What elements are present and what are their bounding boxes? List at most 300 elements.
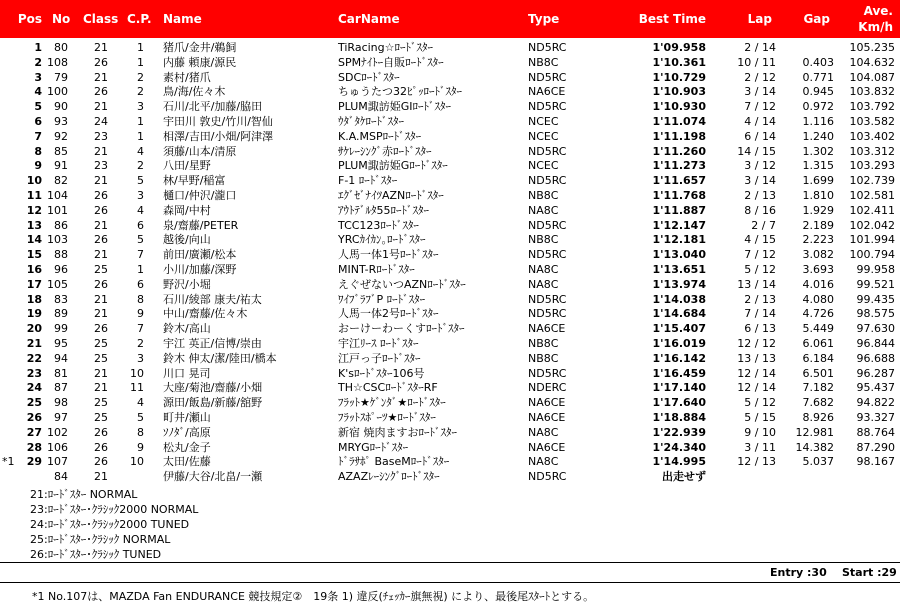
cell-gap: 0.771 <box>802 70 834 84</box>
cell-no: 79 <box>54 70 68 84</box>
cell-pos: 6 <box>34 115 42 128</box>
cell-name: 宇田川 敦史/竹川/智仙 <box>163 115 273 128</box>
cell-ave: 103.402 <box>849 129 895 143</box>
cell-gap: 0.403 <box>802 55 834 69</box>
cell-cls: 21 <box>94 100 108 114</box>
cell-cp: 7 <box>137 248 144 262</box>
cell-lap: 12 / 14 <box>737 381 776 395</box>
cell-best: 1'16.019 <box>652 337 706 350</box>
cell-cls: 21 <box>94 174 108 188</box>
cell-no: 81 <box>54 366 68 380</box>
cell-ave: 102.042 <box>849 218 895 232</box>
cell-ave: 104.632 <box>849 55 895 69</box>
cell-best: 1'13.040 <box>652 248 706 262</box>
cell-best: 1'17.640 <box>652 396 706 410</box>
cell-lap: 9 / 10 <box>744 425 776 439</box>
table-row <box>0 55 900 70</box>
cell-pos: 22 <box>26 351 42 365</box>
cell-type: ND5RC <box>528 144 567 158</box>
class-legend-item: 23:ﾛｰﾄﾞｽﾀｰ･ｸﾗｼｯｸ2000 NORMAL <box>30 503 199 516</box>
cell-best: 1'12.181 <box>652 233 706 247</box>
cell-gap: 3.693 <box>802 263 834 276</box>
cell-name: 川口 晃司 <box>163 366 211 380</box>
cell-lap: 2 / 13 <box>744 189 776 202</box>
cell-ave: 105.235 <box>849 41 895 54</box>
header-kmh: Km/h <box>858 20 893 34</box>
cell-best: 1'11.657 <box>652 174 706 188</box>
cell-name: 野沢/小堀 <box>163 277 211 291</box>
cell-gap: 0.945 <box>802 85 834 99</box>
table-row <box>0 306 900 321</box>
cell-cls: 26 <box>94 440 108 454</box>
cell-gap: 6.184 <box>802 351 834 365</box>
cell-lap: 4 / 14 <box>744 115 776 128</box>
header-type: Type <box>528 12 560 26</box>
cell-pos: 1 <box>34 41 42 54</box>
cell-no: 108 <box>47 55 68 69</box>
cell-cp: 2 <box>137 70 144 84</box>
cell-name: 石川/北平/加藤/脇田 <box>163 100 263 114</box>
cell-name: ｿﾉﾀﾞ/高原 <box>163 425 211 439</box>
cell-gap: 5.037 <box>802 455 834 469</box>
cell-pos: 5 <box>34 100 42 114</box>
entry-count: Entry :30 <box>770 566 827 579</box>
cell-best: 1'13.651 <box>652 263 706 276</box>
cell-name: 鈴木/高山 <box>163 322 211 336</box>
cell-best: 1'09.958 <box>652 41 706 54</box>
cell-type: ND5RC <box>528 366 567 380</box>
cell-type: NA6CE <box>528 322 566 336</box>
cell-mark: *1 <box>2 455 15 469</box>
cell-pos: 26 <box>26 411 42 424</box>
cell-best: 1'11.260 <box>652 144 706 158</box>
cell-car: PLUM諏訪姫Gﾛｰﾄﾞｽﾀｰ <box>338 159 448 173</box>
cell-name: 太田/佐藤 <box>163 455 211 469</box>
table-row <box>0 469 900 484</box>
cell-cp: 4 <box>137 396 144 410</box>
cell-lap: 3 / 14 <box>744 85 776 99</box>
cell-car: YRCｶｲｶﾝ｡ﾛｰﾄﾞｽﾀｰ <box>338 233 426 247</box>
header-cp: C.P. <box>127 12 152 26</box>
cell-car: ｴｸﾞｾﾞﾅｲﾂAZNﾛｰﾄﾞｽﾀｰ <box>338 189 444 202</box>
cell-car: ﾜｲﾌﾞﾗﾌﾞP ﾛｰﾄﾞｽﾀｰ <box>338 292 426 306</box>
cell-name: 中山/齋藤/佐々木 <box>163 307 248 321</box>
cell-cp: 11 <box>130 381 144 395</box>
cell-gap: 4.726 <box>802 307 834 321</box>
class-legend-item: 25:ﾛｰﾄﾞｽﾀｰ･ｸﾗｼｯｸ NORMAL <box>30 533 171 546</box>
cell-car: ｱｳﾄﾃﾞﾙﾀ55ﾛｰﾄﾞｽﾀｰ <box>338 203 429 217</box>
table-row <box>0 366 900 381</box>
cell-car: SPMﾅｲﾄｰ自販ﾛｰﾄﾞｽﾀｰ <box>338 55 444 69</box>
cell-ave: 93.327 <box>856 411 895 424</box>
cell-best: 1'14.684 <box>652 307 706 321</box>
class-legend-item: 21:ﾛｰﾄﾞｽﾀｰ NORMAL <box>30 488 138 501</box>
cell-no: 84 <box>54 470 68 484</box>
table-row <box>0 336 900 351</box>
cell-type: ND5RC <box>528 174 567 188</box>
cell-cls: 26 <box>94 203 108 217</box>
cell-cp: 1 <box>137 41 144 54</box>
cell-type: NB8C <box>528 233 559 247</box>
cell-no: 106 <box>47 440 68 454</box>
cell-lap: 12 / 13 <box>737 455 776 469</box>
cell-cp: 2 <box>137 85 144 99</box>
cell-lap: 2 / 7 <box>751 218 776 232</box>
cell-no: 104 <box>47 189 68 202</box>
table-row <box>0 410 900 425</box>
cell-lap: 6 / 14 <box>744 129 776 143</box>
cell-gap: 8.926 <box>802 411 834 424</box>
cell-lap: 2 / 14 <box>744 41 776 54</box>
cell-cls: 21 <box>94 381 108 395</box>
cell-name: 前田/廣瀬/松本 <box>163 248 237 262</box>
cell-gap: 5.449 <box>802 322 834 336</box>
cell-ave: 101.994 <box>849 233 895 247</box>
cell-cls: 24 <box>94 115 108 128</box>
cell-lap: 4 / 15 <box>744 233 776 247</box>
cell-lap: 12 / 12 <box>737 337 776 350</box>
cell-pos: 11 <box>26 189 42 202</box>
cell-type: NA6CE <box>528 440 566 454</box>
cell-lap: 7 / 12 <box>744 248 776 262</box>
cell-ave: 87.290 <box>856 440 895 454</box>
cell-type: NCEC <box>528 129 559 143</box>
cell-pos: 19 <box>26 307 42 321</box>
cell-cls: 23 <box>94 129 108 143</box>
cell-cls: 25 <box>94 411 108 424</box>
cell-lap: 3 / 11 <box>744 440 776 454</box>
cell-car: PLUM諏訪姫GIﾛｰﾄﾞｽﾀｰ <box>338 100 452 114</box>
cell-lap: 3 / 12 <box>744 159 776 173</box>
cell-lap: 3 / 14 <box>744 174 776 188</box>
cell-cls: 26 <box>94 455 108 469</box>
cell-cls: 25 <box>94 263 108 276</box>
table-row <box>0 395 900 410</box>
table-row <box>0 277 900 292</box>
cell-best: 1'11.768 <box>652 189 706 202</box>
class-legend <box>30 487 198 562</box>
cell-cp: 2 <box>137 337 144 350</box>
table-row <box>0 99 900 114</box>
cell-name: 樋口/仲沢/瀧口 <box>163 189 237 202</box>
cell-no: 105 <box>47 277 68 291</box>
cell-gap: 4.016 <box>802 277 834 291</box>
cell-cp: 6 <box>137 277 144 291</box>
table-row <box>0 84 900 99</box>
cell-name: 小川/加藤/深野 <box>163 263 237 276</box>
cell-best: 1'17.140 <box>652 381 706 395</box>
cell-gap: 4.080 <box>802 292 834 306</box>
cell-no: 86 <box>54 218 68 232</box>
cell-lap: 10 / 11 <box>737 55 776 69</box>
cell-cls: 21 <box>94 144 108 158</box>
cell-pos: 4 <box>34 85 42 99</box>
cell-ave: 103.312 <box>849 144 895 158</box>
cell-gap: 1.240 <box>802 129 834 143</box>
cell-type: ND5RC <box>528 218 567 232</box>
cell-type: ND5RC <box>528 248 567 262</box>
cell-type: NCEC <box>528 115 559 128</box>
cell-cls: 21 <box>94 70 108 84</box>
cell-gap: 1.699 <box>802 174 834 188</box>
cell-cls: 21 <box>94 366 108 380</box>
table-row <box>0 40 900 55</box>
cell-cp: 5 <box>137 174 144 188</box>
cell-car: TH☆CSCﾛｰﾄﾞｽﾀｰRF <box>338 381 438 395</box>
cell-no: 89 <box>54 307 68 321</box>
cell-no: 107 <box>47 455 68 469</box>
cell-name: 伊藤/大谷/北畠/一瀬 <box>163 470 263 484</box>
cell-gap: 0.972 <box>802 100 834 114</box>
cell-gap: 1.302 <box>802 144 834 158</box>
class-legend-item: 26:ﾛｰﾄﾞｽﾀｰ･ｸﾗｼｯｸ TUNED <box>30 548 162 561</box>
header-name: Name <box>163 12 202 26</box>
cell-cls: 21 <box>94 248 108 262</box>
cell-cp: 3 <box>137 100 144 114</box>
cell-no: 85 <box>54 144 68 158</box>
cell-cls: 23 <box>94 159 108 173</box>
table-row <box>0 114 900 129</box>
header-best-time: Best Time <box>638 12 706 26</box>
cell-cp: 7 <box>137 322 144 336</box>
table-row <box>0 351 900 366</box>
cell-pos: 24 <box>26 381 42 395</box>
cell-type: NCEC <box>528 159 559 173</box>
cell-pos: 21 <box>26 337 42 350</box>
cell-name: 猪爪/金井/鵜飼 <box>163 41 237 54</box>
cell-no: 88 <box>54 248 68 262</box>
header-lap: Lap <box>747 12 772 26</box>
cell-ave: 103.582 <box>849 115 895 128</box>
cell-lap: 12 / 14 <box>737 366 776 380</box>
cell-lap: 13 / 14 <box>737 277 776 291</box>
cell-type: NA8C <box>528 425 559 439</box>
header-carname: CarName <box>338 12 400 26</box>
cell-no: 94 <box>54 351 68 365</box>
cell-name: 泉/齋藤/PETER <box>163 218 239 232</box>
cell-cp: 4 <box>137 203 144 217</box>
cell-type: NA8C <box>528 277 559 291</box>
cell-car: MINT-Rﾛｰﾄﾞｽﾀｰ <box>338 263 415 276</box>
cell-car: TCC123ﾛｰﾄﾞｽﾀｰ <box>338 218 419 232</box>
cell-cls: 26 <box>94 322 108 336</box>
cell-best: 1'24.340 <box>652 440 706 454</box>
cell-lap: 8 / 16 <box>744 203 776 217</box>
cell-no: 92 <box>54 129 68 143</box>
cell-pos: 12 <box>26 203 42 217</box>
cell-name: 相澤/吉田/小畑/阿津澤 <box>163 129 274 143</box>
cell-no: 101 <box>47 203 68 217</box>
cell-name: 町井/瀬山 <box>163 411 211 424</box>
cell-pos: 17 <box>26 277 42 291</box>
cell-best: 1'16.142 <box>652 351 706 365</box>
table-row <box>0 440 900 455</box>
cell-ave: 102.411 <box>849 203 895 217</box>
cell-name: 内藤 頼康/源民 <box>163 55 237 69</box>
cell-lap: 13 / 13 <box>737 351 776 365</box>
cell-car: ちゅうたつ32ﾋﾟｯﾛｰﾄﾞｽﾀｰ <box>338 85 462 99</box>
cell-cls: 26 <box>94 425 108 439</box>
cell-cls: 26 <box>94 189 108 202</box>
cell-cp: 8 <box>137 425 144 439</box>
cell-pos: 2 <box>34 55 42 69</box>
cell-cls: 26 <box>94 85 108 99</box>
cell-cp: 8 <box>137 292 144 306</box>
cell-type: ND5RC <box>528 100 567 114</box>
cell-ave: 99.435 <box>856 292 895 306</box>
cell-type: NB8C <box>528 351 559 365</box>
cell-name: 素村/猪爪 <box>163 70 211 84</box>
cell-type: ND5RC <box>528 307 567 321</box>
cell-car: MRYGﾛｰﾄﾞｽﾀｰ <box>338 440 409 454</box>
table-row <box>0 173 900 188</box>
table-row <box>0 262 900 277</box>
cell-ave: 104.087 <box>849 70 895 84</box>
header-pos: Pos <box>17 12 42 26</box>
cell-no: 100 <box>47 85 68 99</box>
cell-type: NA6CE <box>528 396 566 410</box>
cell-gap: 12.981 <box>795 425 834 439</box>
cell-lap: 5 / 12 <box>744 396 776 410</box>
cell-type: NA6CE <box>528 85 566 99</box>
cell-gap: 6.501 <box>802 366 834 380</box>
cell-no: 102 <box>47 425 68 439</box>
cell-pos: 9 <box>34 159 42 173</box>
header-gap: Gap <box>803 12 830 26</box>
cell-cp: 3 <box>137 351 144 365</box>
cell-gap: 1.315 <box>802 159 834 173</box>
header-no: No <box>52 12 71 26</box>
cell-best: 1'11.887 <box>652 203 706 217</box>
cell-no: 96 <box>54 263 68 276</box>
cell-ave: 88.764 <box>856 425 895 439</box>
cell-lap: 7 / 12 <box>744 100 776 114</box>
cell-type: NB8C <box>528 337 559 350</box>
cell-name: 鳥/海/佐々木 <box>163 85 226 99</box>
cell-car: TiRacing☆ﾛｰﾄﾞｽﾀｰ <box>338 41 433 54</box>
cell-lap: 5 / 12 <box>744 263 776 276</box>
cell-best: 1'10.729 <box>652 70 706 84</box>
cell-no: 103 <box>47 233 68 247</box>
cell-no: 95 <box>54 337 68 350</box>
cell-best: 1'11.198 <box>652 129 706 143</box>
table-row <box>0 321 900 336</box>
cell-name: 宇江 英正/信博/崇由 <box>163 337 262 350</box>
cell-lap: 7 / 14 <box>744 307 776 321</box>
cell-pos: 28 <box>26 440 42 454</box>
results-header <box>0 0 900 38</box>
cell-cp: 9 <box>137 307 144 321</box>
cell-best: 1'10.903 <box>652 85 706 99</box>
cell-ave: 99.958 <box>856 263 895 276</box>
cell-car: ﾌﾗｯﾄ★ｹﾞﾝﾀﾞ★ﾛｰﾄﾞｽﾀｰ <box>338 396 446 410</box>
cell-cls: 26 <box>94 233 108 247</box>
cell-name: 石川/綾部 康夫/祐太 <box>163 292 262 306</box>
cell-cls: 21 <box>94 470 108 484</box>
cell-best: 出走せず <box>662 470 706 484</box>
cell-lap: 5 / 15 <box>744 411 776 424</box>
cell-best: 1'12.147 <box>652 218 706 232</box>
cell-best: 1'16.459 <box>652 366 706 380</box>
cell-name: 鈴木 伸太/潔/陸田/橋本 <box>163 351 277 365</box>
cell-cls: 25 <box>94 351 108 365</box>
cell-type: NA6CE <box>528 411 566 424</box>
cell-gap: 2.223 <box>802 233 834 247</box>
cell-gap: 1.116 <box>802 115 834 128</box>
cell-gap: 7.682 <box>802 396 834 410</box>
cell-gap: 7.182 <box>802 381 834 395</box>
cell-ave: 102.739 <box>849 174 895 188</box>
cell-ave: 96.287 <box>856 366 895 380</box>
cell-ave: 103.293 <box>849 159 895 173</box>
footnote: *1 No.107は、MAZDA Fan ENDURANCE 競技規定② 19条 1) 違反(ﾁｪｯｶｰ旗無視) により、最後尾ｽﾀｰﾄとする。 <box>32 590 595 603</box>
cell-cp: 9 <box>137 440 144 454</box>
cell-car: F-1 ﾛｰﾄﾞｽﾀｰ <box>338 174 398 188</box>
table-row <box>0 144 900 159</box>
cell-name: 源田/飯島/新藤/舘野 <box>163 396 263 410</box>
cell-car: えぐぜないつAZNﾛｰﾄﾞｽﾀｰ <box>338 277 466 291</box>
cell-cp: 1 <box>137 115 144 128</box>
cell-lap: 2 / 12 <box>744 70 776 84</box>
cell-ave: 96.844 <box>856 337 895 350</box>
cell-cls: 21 <box>94 292 108 306</box>
table-row <box>0 425 900 440</box>
cell-car: ﾄﾞﾗｻﾎﾟ BaseMﾛｰﾄﾞｽﾀｰ <box>338 455 450 469</box>
table-row <box>0 70 900 85</box>
cell-pos: 15 <box>26 248 42 262</box>
cell-car: K'sﾛｰﾄﾞｽﾀｰ106号 <box>338 366 425 380</box>
table-row <box>0 232 900 247</box>
cell-type: NB8C <box>528 189 559 202</box>
cell-no: 98 <box>54 396 68 410</box>
cell-type: NDERC <box>528 381 567 395</box>
table-row <box>0 129 900 144</box>
cell-name: 林/早野/稲富 <box>163 174 226 188</box>
header-ave: Ave. <box>863 4 893 18</box>
cell-no: 87 <box>54 381 68 395</box>
cell-ave: 94.822 <box>856 396 895 410</box>
cell-cls: 21 <box>94 307 108 321</box>
table-row <box>0 203 900 218</box>
cell-best: 1'22.939 <box>652 425 706 439</box>
cell-pos: 7 <box>34 129 42 143</box>
cell-cp: 10 <box>130 366 144 380</box>
cell-name: 須藤/山本/清原 <box>163 144 237 158</box>
cell-ave: 97.630 <box>856 322 895 336</box>
cell-ave: 98.167 <box>856 455 895 469</box>
cell-ave: 98.575 <box>856 307 895 321</box>
cell-car: K.A.MSPﾛｰﾄﾞｽﾀｰ <box>338 129 422 143</box>
cell-best: 1'11.273 <box>652 159 706 173</box>
cell-type: ND5RC <box>528 470 567 484</box>
cell-cp: 5 <box>137 233 144 247</box>
cell-no: 99 <box>54 322 68 336</box>
divider-top <box>0 562 900 563</box>
cell-pos: 3 <box>34 70 42 84</box>
cell-type: ND5RC <box>528 292 567 306</box>
cell-ave: 103.832 <box>849 85 895 99</box>
cell-car: ﾌﾗｯﾄｽﾎﾟｰﾂ★ﾛｰﾄﾞｽﾀｰ <box>338 411 436 424</box>
cell-car: 新宿 焼肉ますおﾛｰﾄﾞｽﾀｰ <box>338 425 457 439</box>
cell-type: NA8C <box>528 455 559 469</box>
cell-cls: 25 <box>94 396 108 410</box>
cell-best: 1'14.038 <box>652 292 706 306</box>
table-row <box>0 247 900 262</box>
cell-gap: 3.082 <box>802 248 834 262</box>
cell-best: 1'18.884 <box>652 411 706 424</box>
cell-ave: 102.581 <box>849 189 895 202</box>
cell-name: 森岡/中村 <box>163 203 211 217</box>
